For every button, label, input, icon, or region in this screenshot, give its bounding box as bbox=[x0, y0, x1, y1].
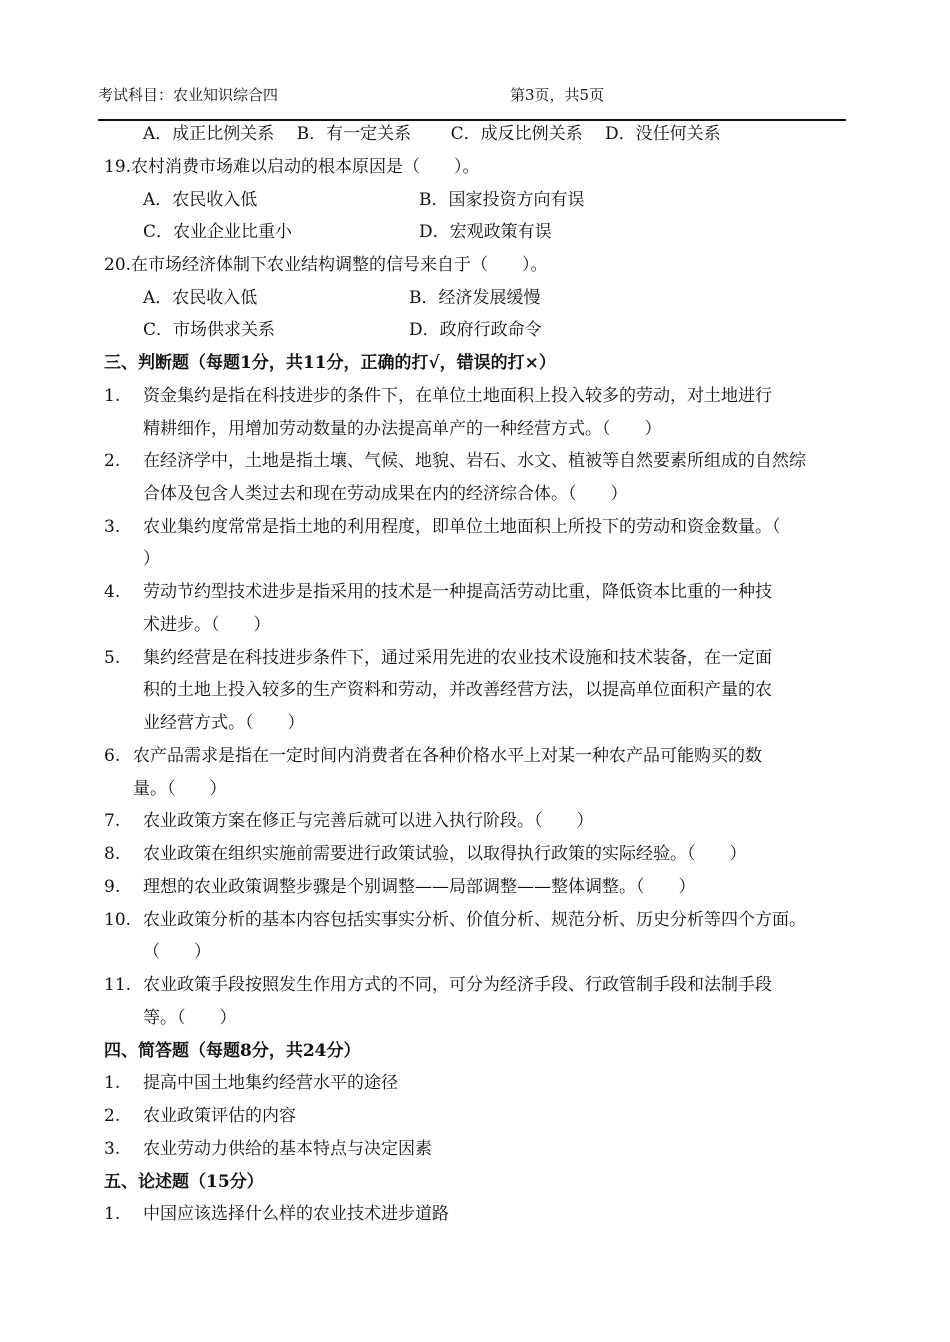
tf-8-number: 8. bbox=[104, 844, 121, 864]
tf-8-line-1: 农业政策在组织实施前需要进行政策试验，以取得执行政策的实际经验。（ ） bbox=[143, 844, 747, 864]
tf-5-line-3: 业经营方式。（ ） bbox=[143, 713, 305, 733]
page-header bbox=[98, 84, 846, 110]
tf-3-number: 3. bbox=[104, 517, 121, 537]
q19-option-d: D．宏观政策有误 bbox=[419, 222, 552, 242]
tf-5-line-2: 积的土地上投入较多的生产资料和劳动，并改善经营方法，以提高单位面积产量的农 bbox=[143, 680, 772, 700]
q20-option-c: C．市场供求关系 bbox=[143, 320, 276, 340]
essay-1-number: 1. bbox=[104, 1204, 121, 1224]
section-3-heading: 三、判断题（每题1分，共11分，正确的打√，错误的打×） bbox=[104, 353, 556, 373]
tf-9-number: 9. bbox=[104, 877, 121, 897]
tf-1-number: 1. bbox=[104, 386, 121, 406]
tf-11-line-1: 农业政策手段按照发生作用方式的不同，可分为经济手段、行政管制手段和法制手段 bbox=[143, 975, 772, 995]
short-3-text: 农业劳动力供给的基本特点与决定因素 bbox=[143, 1139, 432, 1159]
page-number: 第3页，共5页 bbox=[510, 86, 605, 104]
q20-option-d: D．政府行政命令 bbox=[409, 320, 542, 340]
tf-10-line-2: （ ） bbox=[143, 942, 211, 962]
tf-5-line-1: 集约经营是在科技进步条件下，通过采用先进的农业技术设施和技术装备，在一定面 bbox=[143, 648, 772, 668]
tf-10-number: 10. bbox=[104, 910, 132, 930]
q19-option-c: C．农业企业比重小 bbox=[143, 222, 293, 242]
q20-option-b: B．经济发展缓慢 bbox=[409, 288, 541, 308]
tf-11-number: 11. bbox=[104, 975, 132, 995]
tf-4-number: 4. bbox=[104, 582, 121, 602]
q20-stem: 20.在市场经济体制下农业结构调整的信号来自于（ ）。 bbox=[104, 255, 548, 275]
tf-2-line-2: 合体及包含人类过去和现在劳动成果在内的经济综合体。（ ） bbox=[143, 484, 628, 504]
tf-2-line-1: 在经济学中，土地是指土壤、气候、地貌、岩石、水文、植被等自然要素所组成的自然综 bbox=[143, 451, 806, 471]
tf-9-line-1: 理想的农业政策调整步骤是个别调整——局部调整——整体调整。（ ） bbox=[143, 877, 696, 897]
section-4-heading: 四、简答题（每题8分，共24分） bbox=[104, 1041, 361, 1061]
q19-stem: 19.农村消费市场难以启动的根本原因是（ ）。 bbox=[104, 157, 480, 177]
tf-7-line-1: 农业政策方案在修正与完善后就可以进入执行阶段。（ ） bbox=[143, 811, 594, 831]
tf-1-line-1: 资金集约是指在科技进步的条件下，在单位土地面积上投入较多的劳动，对土地进行 bbox=[143, 386, 772, 406]
exam-subject: 考试科目：农业知识综合四 bbox=[98, 86, 279, 104]
short-3-number: 3. bbox=[104, 1139, 121, 1159]
tf-4-line-1: 劳动节约型技术进步是指采用的技术是一种提高活劳动比重，降低资本比重的一种技 bbox=[143, 582, 772, 602]
tf-2-number: 2. bbox=[104, 451, 121, 471]
q20-option-a: A．农民收入低 bbox=[143, 288, 258, 308]
q19-option-b: B．国家投资方向有误 bbox=[419, 190, 585, 210]
section-5-heading: 五、论述题（15分） bbox=[104, 1172, 264, 1192]
tf-11-line-2: 等。（ ） bbox=[143, 1008, 237, 1028]
short-2-number: 2. bbox=[104, 1106, 121, 1126]
tf-6-line-2: 量。（ ） bbox=[133, 779, 227, 799]
short-1-number: 1. bbox=[104, 1073, 121, 1093]
tf-10-line-1: 农业政策分析的基本内容包括实事实分析、价值分析、规范分析、历史分析等四个方面。 bbox=[143, 910, 806, 930]
q19-option-a: A．农民收入低 bbox=[143, 190, 258, 210]
tf-3-line-1: 农业集约度常常是指土地的利用程度，即单位土地面积上所投下的劳动和资金数量。（ bbox=[143, 517, 781, 537]
tf-1-line-2: 精耕细作，用增加劳动数量的办法提高单产的一种经营方式。（ ） bbox=[143, 419, 662, 439]
tf-7-number: 7. bbox=[104, 811, 121, 831]
tf-6-line-1: 农产品需求是指在一定时间内消费者在各种价格水平上对某一种农产品可能购买的数 bbox=[133, 746, 762, 766]
header-rule bbox=[98, 119, 846, 121]
tf-5-number: 5. bbox=[104, 648, 121, 668]
q18-options: A．成正比例关系 B．有一定关系 C．成反比例关系 D．没任何关系 bbox=[143, 124, 721, 144]
essay-1-text: 中国应该选择什么样的农业技术进步道路 bbox=[143, 1204, 449, 1224]
short-1-text: 提高中国土地集约经营水平的途径 bbox=[143, 1073, 398, 1093]
tf-3-line-2: ） bbox=[143, 549, 160, 569]
short-2-text: 农业政策评估的内容 bbox=[143, 1106, 296, 1126]
tf-6-number: 6. bbox=[104, 746, 121, 766]
tf-4-line-2: 术进步。（ ） bbox=[143, 615, 271, 635]
